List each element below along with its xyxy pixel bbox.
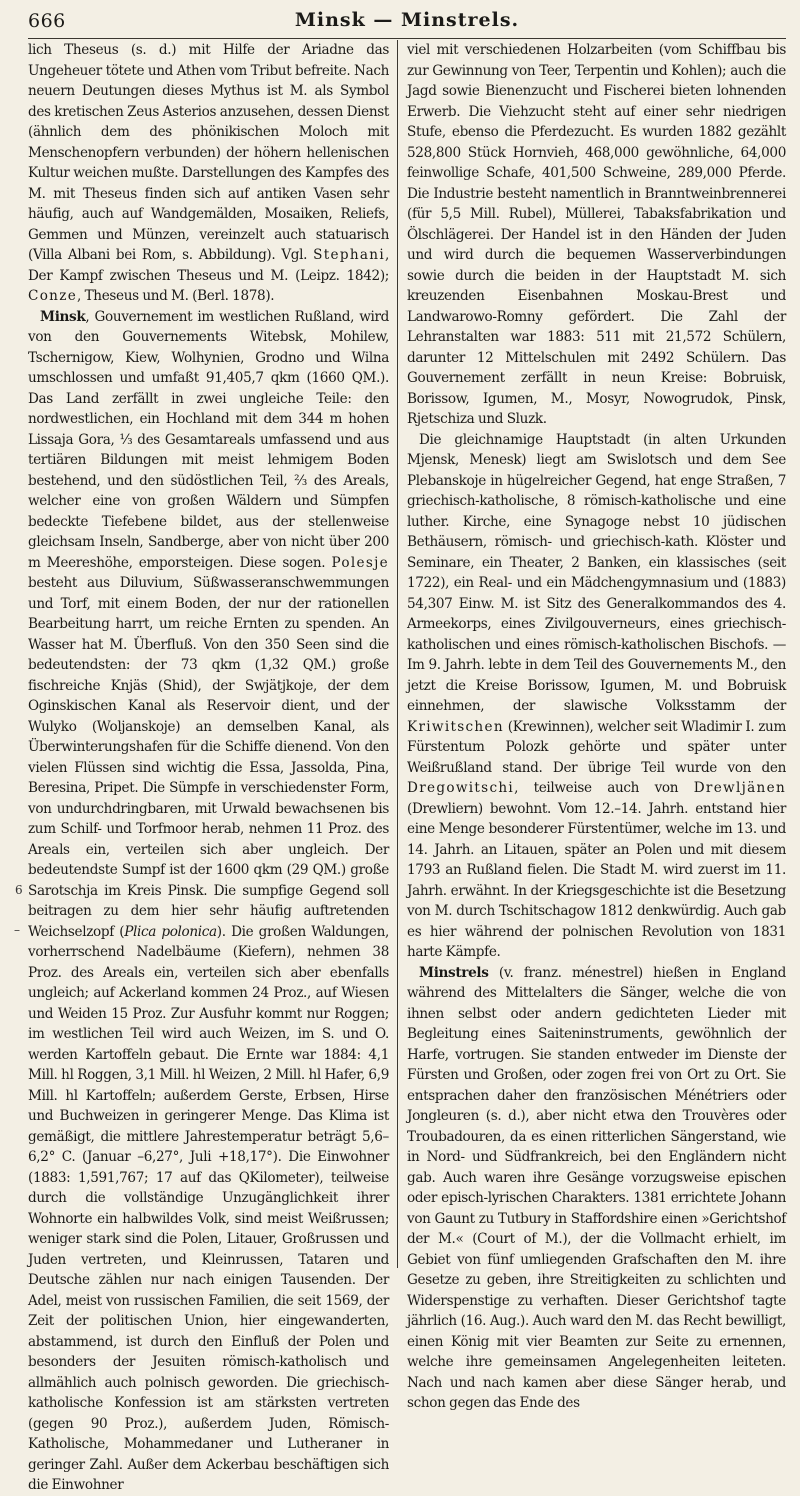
tribe-name: Kriwitschen [407,718,504,735]
headword-minsk: Minsk [40,308,86,325]
entry-minsk-city: Die gleichnamige Hauptstadt (in alten Urkunden Mjensk, Menesk) liegt am Swislotsch und dem See Plebanskoje in hügelreicher Gegend, hat enge Straßen, 7 griechisch-katholische, 8 römisch-katholische und eine luther. Kirche, eine Synagoge nebst 10 jüdischen Bethäusern, römisch- und griechisch-kath. Klöster und Seminare, ein Theater, 2 Banken, ein klassisches (seit 1722), ein Real- und ein Mädchengymnasium und (1883) 54,307 Einw. M. ist Sitz des Generalkommandos des 4. Armeekorps, eines Zivilgouverneurs, eines griechisch-katholischen und eines römisch-katholischen Bischofs. — Im 9. Jahrh. lebte in dem Teil des Gouvernements M., den jetzt die Kreise Borissow, Igumen, M. und Bobruisk einnehmen, der slawische Volksstamm der Kriwitschen (Krewinnen), welcher seit Wladimir I. zum Fürstentum Polozk gehörte und später unter Weißrußland stand. Der übrige Teil wurde von den Dregowitschi, teilweise auch von Drewljänen (Drewliern) bewohnt. Vom 12.–14. Jahrh. entstand hier eine Menge besonderer Fürstentümer, welche im 13. und 14. Jahrh. an Litauen, später an Polen und mit diesem 1793 an Rußland fielen. Die Stadt M. wird zuerst im 11. Jahrh. erwähnt. In der Kriegsgeschichte ist die Besetzung von M. durch Tschitschagow 1812 denkwürdig. Auch gab es hier während der polnischen Revolution von 1831 harte Kämpfe. [407,431,787,960]
term-polesje: Polesje [331,554,389,571]
left-column [28,40,389,1496]
author-name: Conze [28,288,78,304]
tribe-name: Dregowitschi [407,780,515,796]
text-columns [28,40,787,1493]
latin-term: Plica polonica [124,923,217,940]
entry-minstrels: Minstrels (v. franz. ménestrel) hießen in England während des Mittelalters die Sänger, welche die von ihnen selbst oder andern gedichteten Lieder mit Begleitung eines Saiteninstruments, gewöhnlich der Harfe, vortrugen. Sie standen entweder im Dienste der Fürsten und Großen, oder zogen frei von Ort zu Ort. Sie entsprachen daher den französischen Ménétriers oder Jongleuren (s. d.), aber nicht etwa den Trouvères oder Troubadouren, da es einen ritterlichen Sängerstand, wie in Nord- und Südfrankreich, bei den Engländern nicht gab. Auch waren ihre Gesänge vorzugsweise epischen oder episch-lyrischen Charakters. 1381 errichtete Johann von Gaunt zu Tutbury in Staffordshire einen »Gerichtshof der M.« (Court of M.), der die Vollmacht erhielt, im Gebiet von fünf umliegenden Grafschaften den M. ihre Gesetze zu geben, ihre Streitigkeiten zu schlichten und Widerspenstige zu verhaften. Dieser Gerichtshof tagte jährlich (16. Aug.). Auch ward den M. das Recht bewilligt, einen König mit vier Beamten zur Seite zu ernennen, welche ihre gemeinsamen Angelegenheiten leiteten. Nach und nach kamen aber diese Sänger herab, und schon gegen das Ende des [407,964,786,1411]
running-title: Minsk — Minstrels. [294,9,520,31]
margin-mark: 6 [15,883,23,897]
author-name: Stephani [313,247,386,263]
entry-minsk-continued: viel mit verschiedenen Holzarbeiten (vom Schiffbau bis zur Gewinnung von Teer, Terpentin und Kohlen); auch die Jagd sowie Bienenzucht und Fischerei bieten lohnenden Erwerb. Die Viehzucht steht auf einer sehr niedrigen Stufe, ebenso die Pferdezucht. Es wurden 1882 gezählt 528,800 Stück Hornvieh, 468,000 gewöhnliche, 64,000 feinwollige Schafe, 401,500 Schweine, 289,000 Pferde. Die Industrie besteht namentlich in Branntweinbrennerei (für 5,5 Mill. Rubel), Müllerei, Tabaksfabrikation und Ölschlägerei. Der Handel ist in den Händen der Juden und wird durch die bequemen Wasserverbindungen sowie durch die beiden in der Hauptstadt M. sich kreuzenden Eisenbahnen Moskau-Brest und Landwarowo-Romny gefördert. Die Zahl der Lehranstalten war 1883: 511 mit 21,572 Schülern, darunter 12 Mittelschulen mit 2492 Schülern. Das Gouvernement zerfällt in neun Kreise: Bobruisk, Borissow, Igumen, M., Mosyr, Nowogrudok, Pinsk, Rjetschiza und Sluzk. [407,42,786,427]
page-header [28,6,786,39]
tribe-name: Drewljänen [693,780,787,796]
page-number: 666 [28,10,66,32]
margin-mark: – [14,923,20,937]
column-divider [397,40,398,1268]
entry-minotauros-continued: lich Theseus (s. d.) mit Hilfe der Ariadne das Ungeheuer tötete und Athen vom Tribut befreite. Nach neuern Deutungen dieses Mythus ist M. als Symbol des kretischen Zeus Asterios anzusehen, dessen Dienst (ähnlich dem des phönikischen Moloch mit Menschenopfern verbunden) der höhern hellenischen Kultur weichen mußte. Darstellungen des Kampfes des M. mit Theseus finden sich auf antiken Vasen sehr häufig, auch auf Wandgemälden, Mosaiken, Reliefs, Gemmen und Münzen, vereinzelt auch statuarisch (Villa Albani bei Rom, s. Abbildung). Vgl. Stephani, Der Kampf zwischen Theseus und M. (Leipz. 1842); Conze, Theseus und M. (Berl. 1878). [28,42,389,304]
entry-minsk: Minsk, Gouvernement im westlichen Rußland, wird von den Gouvernements Witebsk, Mohilew, Tschernigow, Kiew, Wolhynien, Grodno und Wilna umschlossen und umfaßt 91,405,7 qkm (1660 QM.). Das Land zerfällt in zwei ungleiche Teile: den nordwestlichen, ein Hochland mit dem 344 m hohen Lissaja Gora, ⅓ des Gesamtareals umfassend und aus tertiären Bildungen mit meist lehmigem Boden bestehend, und den südöstlichen Teil, ⅔ des Areals, welcher eine von großen Wäldern und Sümpfen bedeckte Tiefebene bildet, aus der stellenweise gleichsam Inseln, Sandberge, aber von nicht über 200 m Meereshöhe, emporsteigen. Diese sogen. Polesje besteht aus Diluvium, Süßwasseranschwemmungen und Torf, mit einem Boden, der nur der rationellen Bearbeitung harrt, um reiche Ernten zu spenden. An Wasser hat M. Überfluß. Von den 350 Seen sind die bedeutendsten: der 73 qkm (1,32 QM.) große fischreiche Knjäs (Shid), der Swjätjkoje, der dem Oginskischen Kanal als Reservoir dient, und der Wulyko (Woljanskoje) an demselben Kanal, als Überwinterungshafen für die Schiffe dienend. Von den vielen Flüssen sind wichtig die Essa, Jassolda, Pina, Beresina, Pripet. Die Sümpfe in verschiedenster Form, von undurchdringbaren, mit Urwald bewachsenen bis zum Schilf- und Torfmoor herab, nehmen 11 Proz. des Areals ein, verteilen sich aber ungleich. Der bedeutendste Sumpf ist der 1600 qkm (29 QM.) große Sarotschja im Kreis Pinsk. Die sumpfige Gegend soll beitragen zu dem hier sehr häufig auftretenden Weichselzopf (Plica polonica). Die großen Waldungen, vorherrschend Nadelbäume (Kiefern), nehmen 38 Proz. des Areals ein, verteilen sich aber ebenfalls ungleich; auf Ackerland kommen 24 Proz., auf Wiesen und Weiden 15 Proz. Zur Ausfuhr kommt nur Roggen; im westlichen Teil wird auch Weizen, im S. und O. werden Kartoffeln gebaut. Die Ernte war 1884: 4,1 Mill. hl Roggen, 3,1 Mill. hl Weizen, 2 Mill. hl Hafer, 6,9 Mill. hl Kartoffeln; außerdem Gerste, Erbsen, Hirse und Buchweizen in geringerer Menge. Das Klima ist gemäßigt, die mittlere Jahrestemperatur beträgt 5,6–6,2° C. (Januar –6,27°, Juli +18,17°). Die Einwohner (1883: 1,591,767; 17 auf das QKilometer), teilweise durch die vollständige Unzugänglichkeit ihrer Wohnorte ein halbwildes Volk, sind meist Weißrussen; weniger stark sind die Polen, Litauer, Großrussen und Juden vertreten, und Kleinrussen, Tataren und Deutsche zählen nur nach einigen Tausenden. Der Adel, meist von russischen Familien, die seit 1569, der Zeit der politischen Union, hier eingewanderten, abstammend, ist durch den Einfluß der Polen und besonders der Jesuiten römisch-katholisch und allmählich auch polnisch geworden. Die griechisch-katholische Konfession ist am stärksten vertreten (gegen 90 Proz.), außerdem Juden, Römisch-Katholische, Mohammedaner und Lutheraner in geringer Zahl. Außer dem Ackerbau beschäftigen sich die Einwohner [28,308,389,1493]
right-column [407,40,786,1414]
headword-minstrels: Minstrels [419,964,489,981]
